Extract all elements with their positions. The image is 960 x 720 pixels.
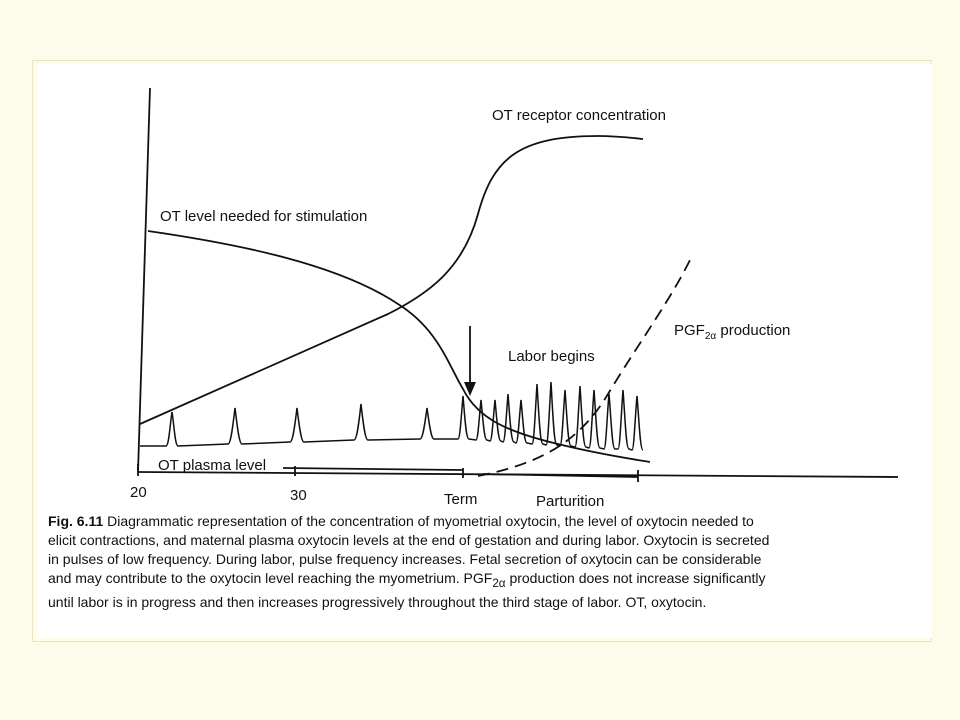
x-label-term: Term: [444, 491, 478, 508]
x-tick-20: 20: [130, 484, 147, 501]
caption-line-4: and may contribute to the oxytocin level reaching the myometrium. $PGF_{2\alpha}$ production does not increase significantly: [48, 570, 766, 590]
caption-line-3: in pulses of low frequency. During labor, pulse frequency increases. Fetal secretion of oxytocin can be considerable: [48, 551, 762, 567]
ot-plasma-label: OT plasma level: [158, 457, 267, 474]
figure-caption: [48, 512, 928, 612]
figure-number: Fig. 6.11: [48, 513, 104, 529]
x-tick-30: 30: [290, 487, 307, 504]
ot-receptor-curve: [140, 136, 643, 424]
caption-line-2: elicit contractions, and maternal plasma oxytocin levels at the end of gestation and during labor. Oxytocin is secreted: [48, 532, 770, 548]
ot-level-needed-curve: [148, 231, 650, 462]
y-axis: [138, 88, 150, 472]
ot-receptor-label: OT receptor concentration: [492, 107, 666, 124]
ot-level-needed-label: OT level needed for stimulation: [160, 208, 368, 225]
x-label-parturition: Parturition: [536, 493, 605, 510]
figure-panel: [38, 64, 932, 638]
caption-line-1: Fig. 6.11 Diagrammatic representation of the concentration of myometrial oxytocin, the level of oxytocin needed to: [48, 513, 754, 529]
pgf-production-label: $PGF_{2\alpha}$ production: [674, 322, 791, 342]
caption-line-5: until labor is in progress and then increases progressively throughout the third stage of labor. OT, oxytocin.: [48, 593, 707, 610]
labor-begins-label: Labor begins: [508, 348, 595, 365]
